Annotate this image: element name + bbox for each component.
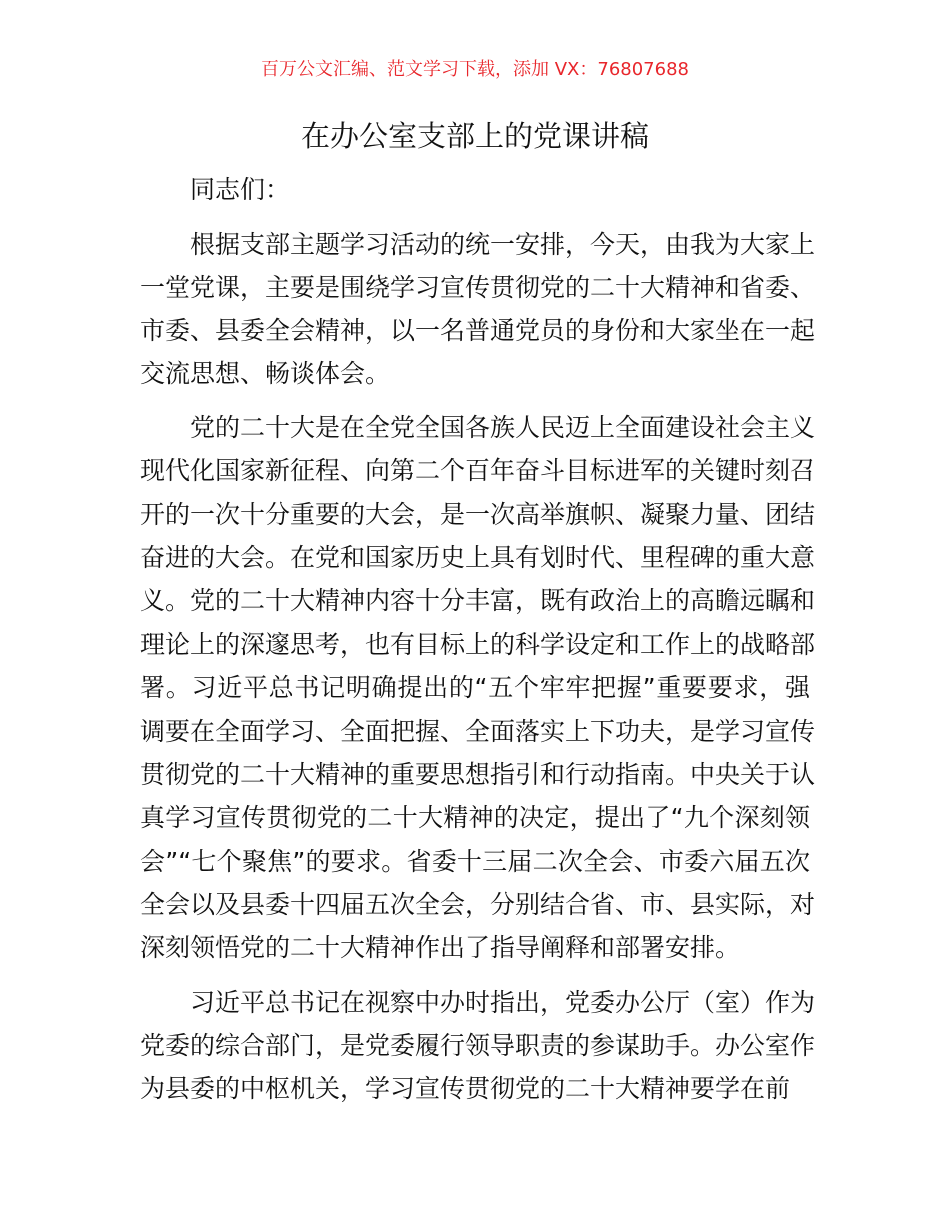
paragraph-line: 署。习近平总书记明确提出的“五个牢牢把握”重要要求，强: [140, 673, 810, 702]
document-title: 在办公室支部上的党课讲稿: [300, 119, 649, 153]
paragraph-line: 一堂党课，主要是围绕学习宣传贯彻党的二十大精神和省委、: [140, 273, 816, 302]
paragraph-line: 党的二十大是在全党全国各族人民迈上全面建设社会主义: [190, 413, 816, 442]
paragraph-line: 为县委的中枢机关，学习宣传贯彻党的二十大精神要学在前: [140, 1074, 791, 1103]
paragraph-line: 市委、县委全会精神，以一名普通党员的身份和大家坐在一起: [140, 316, 816, 345]
paragraph-line: 义。党的二十大精神内容十分丰富，既有政治上的高瞻远瞩和: [140, 586, 816, 615]
paragraph-line: 奋进的大会。在党和国家历史上具有划时代、里程碑的重大意: [140, 543, 816, 572]
paragraph-line: 根据支部主题学习活动的统一安排，今天，由我为大家上: [190, 230, 816, 259]
paragraph-line: 交流思想、畅谈体会。: [140, 359, 391, 388]
paragraph-line: 深刻领悟党的二十大精神作出了指导阐释和部署安排。: [140, 933, 741, 962]
paragraph-line: 开的一次十分重要的大会，是一次高举旗帜、凝聚力量、团结: [140, 500, 816, 529]
paragraph-line: 真学习宣传贯彻党的二十大精神的决定，提出了“九个深刻领: [140, 803, 810, 832]
paragraph-line: 调要在全面学习、全面把握、全面落实上下功夫，是学习宣传: [140, 717, 816, 746]
salutation: 同志们：: [190, 175, 291, 204]
paragraph-line: 会”“七个聚焦”的要求。省委十三届二次全会、市委六届五次: [140, 847, 810, 876]
paragraph-line: 习近平总书记在视察中办时指出，党委办公厅（室）作为: [190, 988, 816, 1017]
paragraph-line: 现代化国家新征程、向第二个百年奋斗目标进军的关键时刻召: [140, 456, 816, 485]
paragraph-line: 全会以及县委十四届五次全会，分别结合省、市、县实际，对: [140, 890, 816, 919]
paragraph-line: 贯彻党的二十大精神的重要思想指引和行动指南。中央关于认: [140, 760, 816, 789]
watermark-header: 百万公文汇编、范文学习下载，添加 VX：76807688: [261, 59, 689, 80]
paragraph-line: 党委的综合部门，是党委履行领导职责的参谋助手。办公室作: [140, 1031, 816, 1060]
paragraph-line: 理论上的深邃思考，也有目标上的科学设定和工作上的战略部: [140, 630, 816, 659]
